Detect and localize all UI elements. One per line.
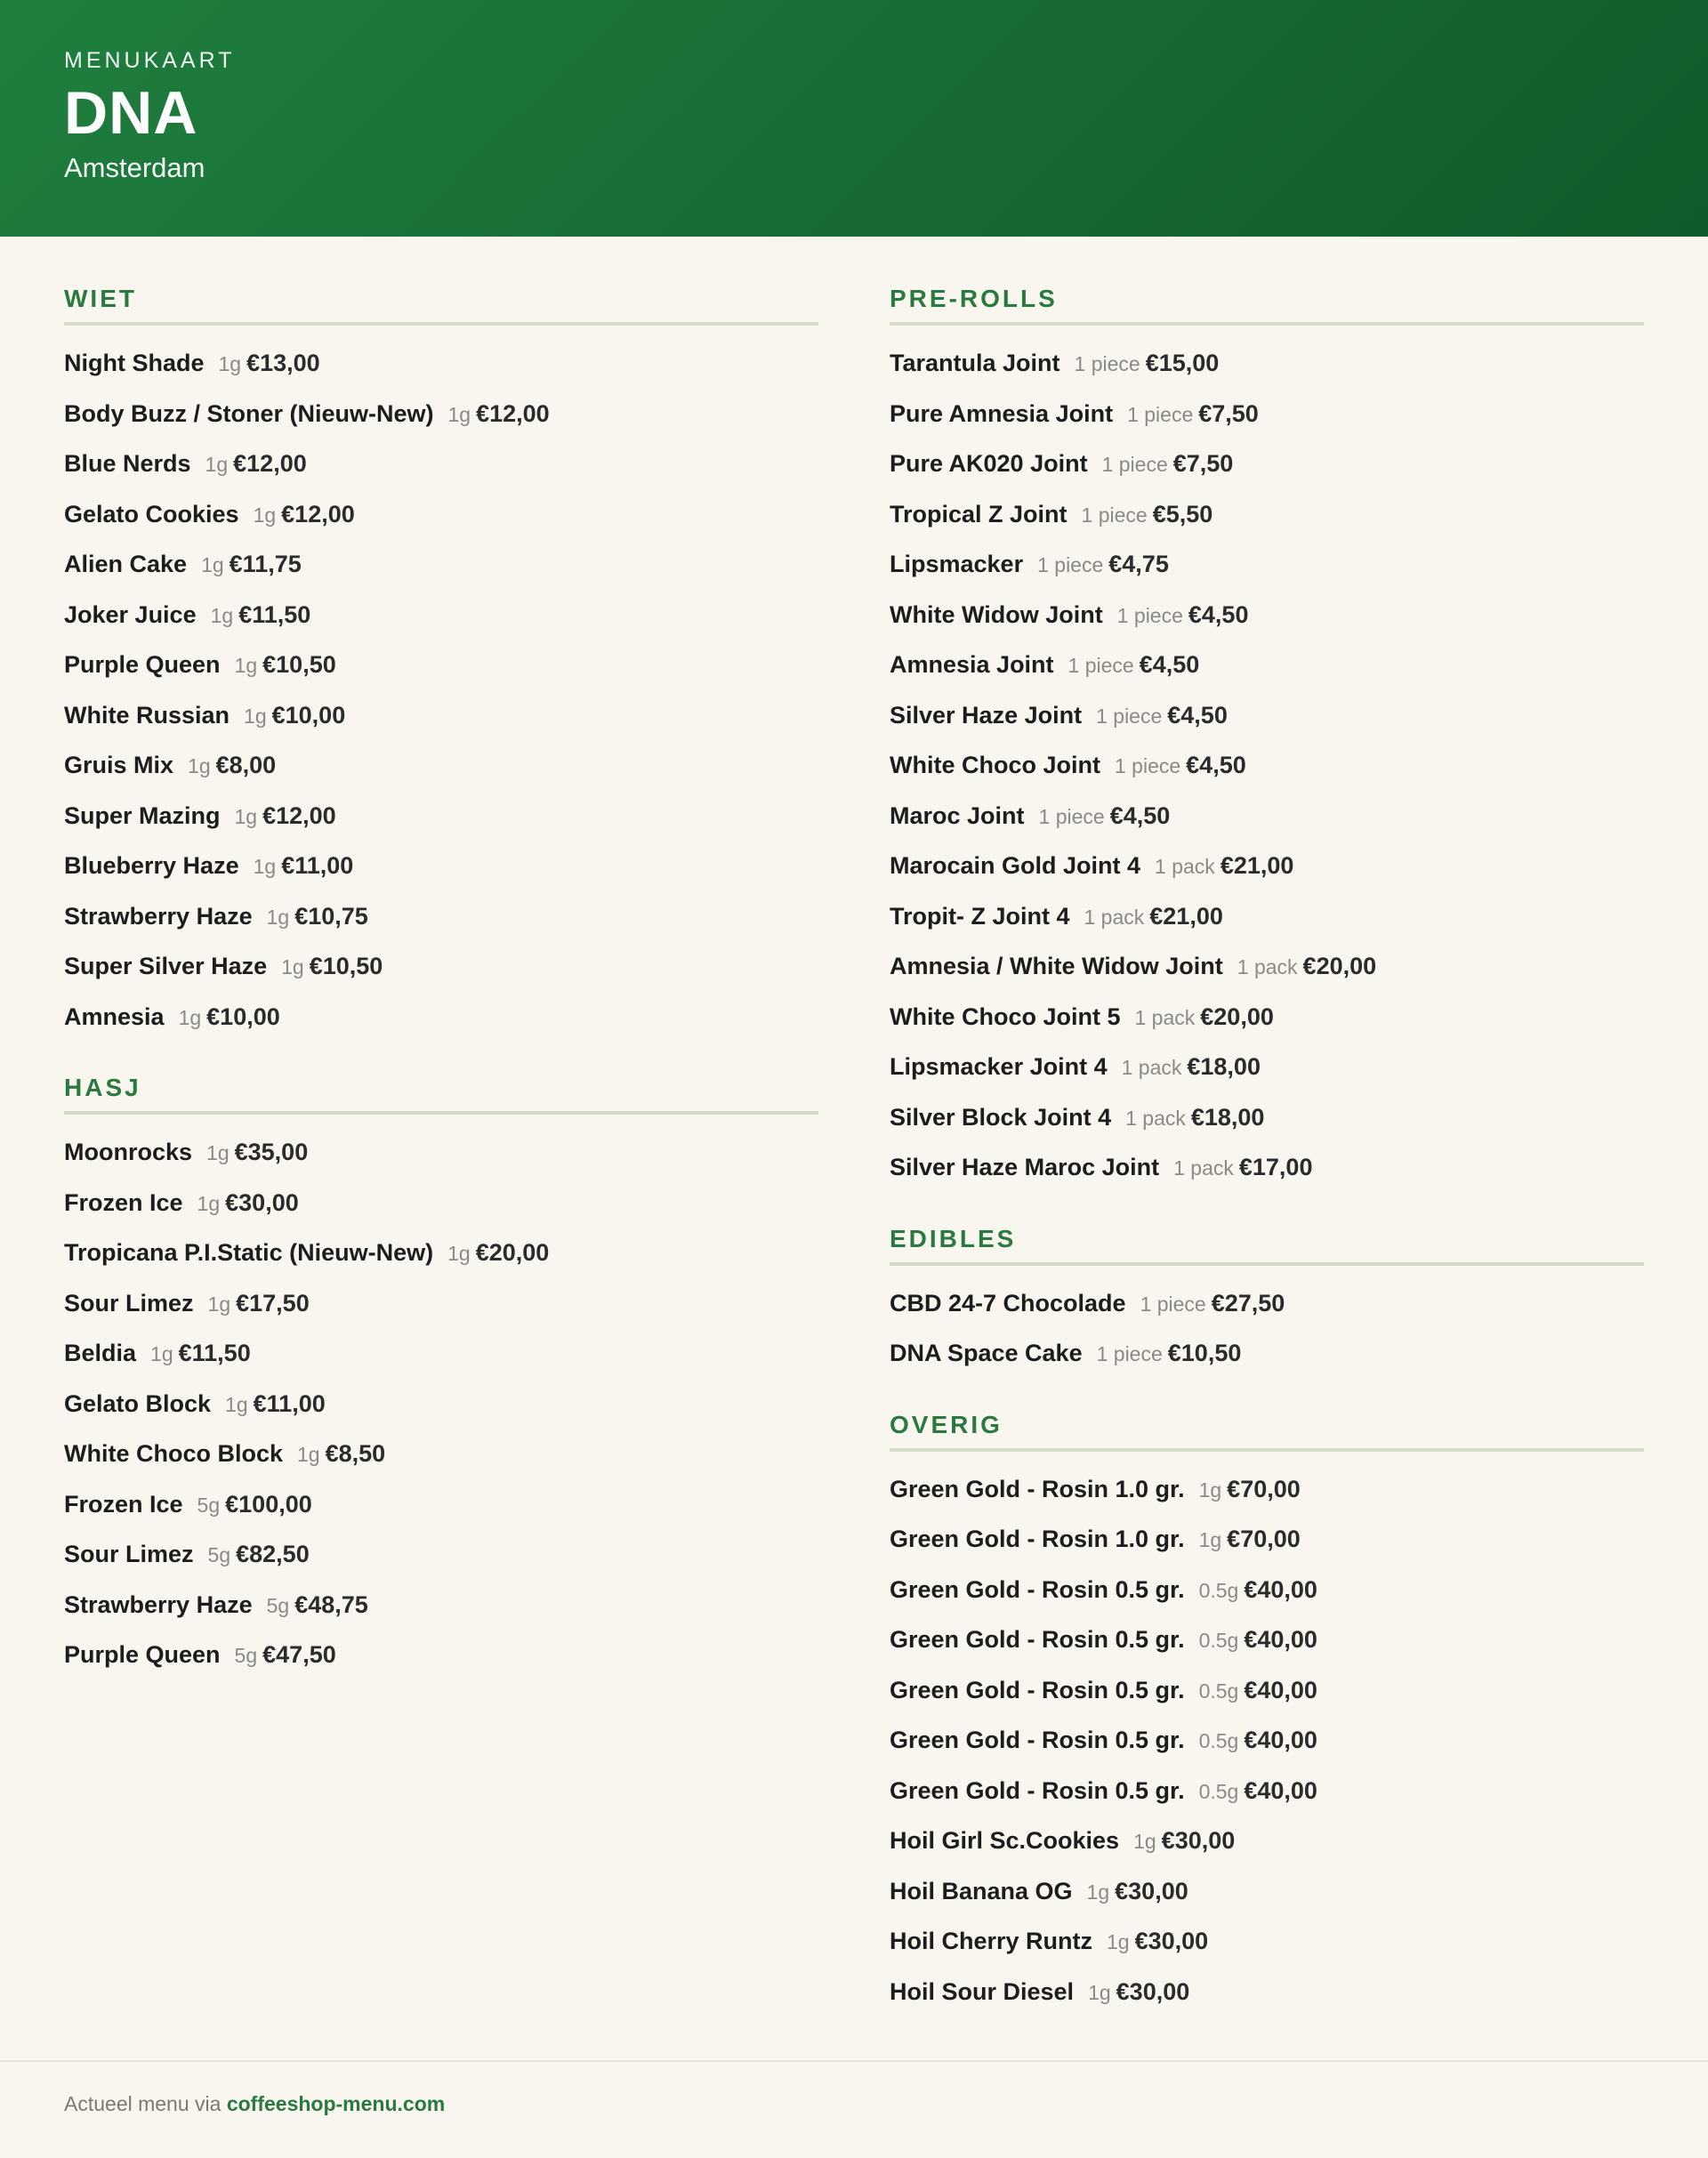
menu-item (64, 640, 818, 690)
item-name: Beldia (64, 1340, 137, 1366)
menu-item (890, 992, 1644, 1043)
item-unit: 1g (447, 402, 471, 426)
item-unit: 1g (244, 704, 267, 728)
item-price: €11,75 (229, 551, 302, 577)
menu-item (64, 439, 818, 489)
menu-item (64, 338, 818, 389)
item-unit: 1g (234, 654, 258, 677)
item-name: White Choco Block (64, 1440, 284, 1467)
item-price: €4,75 (1108, 551, 1169, 577)
item-unit: 1g (1198, 1528, 1222, 1551)
item-price: €20,00 (1302, 953, 1377, 979)
menu-item (890, 539, 1644, 590)
item-name: Silver Haze Maroc Joint (890, 1154, 1160, 1180)
item-unit: 1g (218, 352, 242, 375)
item-price: €7,50 (1198, 399, 1259, 427)
item-unit: 1g (253, 503, 277, 527)
menu-item (890, 1464, 1644, 1515)
item-price: €8,50 (325, 1440, 386, 1467)
menu-item (64, 489, 818, 540)
item-name: Sour Limez (64, 1541, 194, 1567)
item-unit: 5g (266, 1593, 290, 1617)
menu-item (64, 1178, 818, 1228)
shop-city: Amsterdam (64, 152, 205, 183)
item-unit: 1 piece (1140, 1292, 1206, 1316)
menu-item (890, 1278, 1644, 1329)
item-price: €13,00 (246, 350, 320, 376)
item-unit: 1 pack (1125, 1106, 1186, 1130)
item-price: €21,00 (1149, 902, 1223, 930)
item-name: Green Gold - Rosin 0.5 gr. (890, 1727, 1185, 1753)
item-name: White Choco Joint (890, 752, 1100, 778)
item-name: Moonrocks (64, 1139, 193, 1165)
item-name: Super Silver Haze (64, 953, 268, 979)
item-name: Joker Juice (64, 600, 197, 628)
item-name: Purple Queen (64, 651, 221, 678)
menu-item (890, 1916, 1644, 1967)
shop-title: DNA (64, 79, 198, 147)
item-unit: 0.5g (1198, 1779, 1239, 1803)
menu-item (890, 590, 1644, 640)
item-price: €10,50 (1167, 1340, 1242, 1366)
menu-item (890, 640, 1644, 690)
item-price: €4,50 (1188, 600, 1249, 628)
item-unit: 1g (225, 1392, 248, 1416)
item-price: €4,50 (1139, 651, 1200, 678)
item-unit: 1g (210, 603, 234, 627)
item-price: €48,75 (294, 1590, 368, 1618)
item-unit: 1g (1133, 1830, 1156, 1853)
section-title: WIET (64, 285, 818, 326)
footer-link[interactable]: coffeeshop-menu.com (226, 2092, 446, 2115)
item-price: €15,00 (1145, 350, 1220, 376)
item-unit: 5g (207, 1543, 231, 1566)
item-name: Amnesia / White Widow Joint (890, 953, 1223, 979)
menu-item (890, 1766, 1644, 1816)
item-unit: 1g (447, 1242, 471, 1265)
section-title: EDIBLES (890, 1225, 1644, 1266)
menu-item (64, 1529, 818, 1580)
item-unit: 1g (253, 855, 277, 878)
item-name: Sour Limez (64, 1289, 194, 1317)
item-name: White Choco Joint 5 (890, 1003, 1121, 1030)
item-unit: 5g (197, 1493, 221, 1517)
item-unit: 1g (297, 1443, 320, 1466)
item-unit: 1 piece (1081, 503, 1148, 527)
item-unit: 1 pack (1121, 1056, 1182, 1079)
item-unit: 1 piece (1127, 402, 1194, 426)
menu-item (890, 841, 1644, 891)
item-price: €11,00 (281, 852, 354, 879)
item-name: Hoil Girl Sc.Cookies (890, 1827, 1120, 1854)
item-name: Body Buzz / Stoner (Nieuw-New) (64, 399, 434, 427)
menu-section (64, 285, 818, 1042)
item-unit: 1g (266, 905, 290, 929)
menu-item (64, 539, 818, 590)
menu-item (890, 791, 1644, 841)
item-price: €18,00 (1190, 1103, 1265, 1131)
menu-item (64, 841, 818, 891)
menu-item (890, 1092, 1644, 1143)
menu-item (64, 1580, 818, 1631)
item-price: €11,00 (253, 1389, 326, 1417)
item-name: Pure AK020 Joint (890, 450, 1088, 477)
item-name: CBD 24-7 Chocolade (890, 1289, 1126, 1317)
item-price: €7,50 (1172, 450, 1234, 477)
item-unit: 1g (1107, 1930, 1130, 1953)
item-price: €40,00 (1244, 1676, 1317, 1703)
item-unit: 1g (188, 754, 211, 777)
item-price: €40,00 (1244, 1575, 1317, 1603)
item-name: White Russian (64, 701, 230, 729)
item-price: €35,00 (234, 1139, 309, 1165)
item-price: €30,00 (1134, 1928, 1209, 1954)
item-name: Green Gold - Rosin 0.5 gr. (890, 1626, 1185, 1653)
item-name: Tropical Z Joint (890, 500, 1068, 527)
item-name: Super Mazing (64, 801, 221, 829)
section-title: HASJ (64, 1074, 818, 1115)
menu-item (890, 1866, 1644, 1917)
menu-item (890, 740, 1644, 791)
item-name: Lipsmacker Joint 4 (890, 1053, 1108, 1080)
item-name: Gelato Block (64, 1389, 212, 1417)
item-price: €70,00 (1227, 1526, 1301, 1552)
item-price: €10,75 (294, 902, 368, 930)
menu-item (890, 690, 1644, 741)
item-unit: 1 pack (1155, 855, 1215, 878)
menu-item (890, 1665, 1644, 1716)
item-unit: 5g (234, 1644, 258, 1667)
item-price: €30,00 (1116, 1977, 1190, 2005)
item-unit: 1 piece (1096, 704, 1163, 728)
item-price: €20,00 (475, 1239, 550, 1266)
item-name: Strawberry Haze (64, 902, 253, 930)
item-unit: 1 pack (1173, 1156, 1234, 1180)
menu-item (64, 1127, 818, 1178)
menu-content (0, 237, 1708, 2060)
item-price: €12,00 (262, 801, 336, 829)
item-price: €8,00 (215, 752, 277, 778)
item-name: Hoil Cherry Runtz (890, 1928, 1093, 1954)
menu-item (64, 690, 818, 741)
item-unit: 1g (207, 1292, 231, 1316)
item-price: €10,50 (262, 651, 336, 678)
item-unit: 1 piece (1116, 603, 1183, 627)
item-name: Purple Queen (64, 1641, 221, 1668)
item-price: €4,50 (1186, 752, 1246, 778)
item-name: Green Gold - Rosin 0.5 gr. (890, 1776, 1185, 1804)
item-name: Blue Nerds (64, 450, 191, 477)
item-unit: 1g (150, 1342, 173, 1365)
item-name: Gruis Mix (64, 752, 174, 778)
item-unit: 1g (205, 453, 229, 476)
item-name: Tropit- Z Joint 4 (890, 902, 1070, 930)
item-name: Night Shade (64, 350, 205, 376)
item-name: Pure Amnesia Joint (890, 399, 1114, 427)
left-column (64, 285, 818, 1712)
item-name: Blueberry Haze (64, 852, 239, 879)
item-unit: 0.5g (1198, 1679, 1239, 1703)
item-unit: 0.5g (1198, 1729, 1239, 1752)
item-price: €47,50 (262, 1641, 336, 1668)
item-unit: 1g (197, 1191, 221, 1215)
item-name: Tarantula Joint (890, 350, 1060, 376)
menu-item (64, 1328, 818, 1379)
item-unit: 1g (201, 553, 224, 576)
menu-item (64, 941, 818, 992)
menu-item (890, 1042, 1644, 1092)
menu-item (890, 941, 1644, 992)
menu-item (64, 740, 818, 791)
menu-item (890, 1328, 1644, 1379)
item-price: €27,50 (1211, 1289, 1285, 1317)
item-price: €100,00 (225, 1490, 312, 1518)
item-price: €40,00 (1244, 1776, 1317, 1804)
menu-item (64, 992, 818, 1043)
item-price: €40,00 (1244, 1626, 1317, 1653)
item-name: Green Gold - Rosin 0.5 gr. (890, 1676, 1185, 1703)
item-unit: 1g (1088, 1980, 1111, 2004)
menu-section (890, 1225, 1644, 1379)
item-price: €18,00 (1187, 1053, 1261, 1080)
item-price: €17,00 (1238, 1154, 1313, 1180)
section-title: PRE-ROLLS (890, 285, 1644, 326)
item-unit: 0.5g (1198, 1629, 1239, 1652)
item-price: €11,50 (238, 600, 311, 628)
footer-prefix: Actueel menu via (64, 2092, 222, 2115)
item-unit: 1g (234, 804, 258, 828)
item-price: €30,00 (1115, 1877, 1188, 1904)
menu-item (64, 791, 818, 841)
item-unit: 1 piece (1037, 553, 1104, 576)
menu-section (64, 1074, 818, 1680)
menu-item (890, 1715, 1644, 1766)
item-name: Tropicana P.I.Static (Nieuw-New) (64, 1239, 434, 1266)
menu-item (890, 891, 1644, 942)
menu-section (890, 1411, 1644, 2017)
item-name: Strawberry Haze (64, 1590, 253, 1618)
item-name: Amnesia Joint (890, 651, 1054, 678)
menu-item (64, 1429, 818, 1479)
menu-item (64, 1479, 818, 1530)
right-column (890, 285, 1644, 2049)
menu-item (890, 1967, 1644, 2017)
menu-item (890, 1514, 1644, 1565)
menu-item (890, 489, 1644, 540)
menu-item (64, 590, 818, 640)
menu-item (890, 1565, 1644, 1615)
item-price: €30,00 (225, 1188, 299, 1216)
item-unit: 1 pack (1134, 1005, 1196, 1029)
item-unit: 1 piece (1114, 754, 1181, 777)
item-unit: 0.5g (1198, 1578, 1239, 1602)
item-unit: 1 piece (1038, 804, 1105, 828)
item-price: €20,00 (1200, 1003, 1274, 1030)
menu-item (64, 1379, 818, 1429)
item-price: €12,00 (476, 399, 550, 427)
item-unit: 1g (281, 955, 304, 978)
item-name: Green Gold - Rosin 1.0 gr. (890, 1475, 1185, 1502)
item-price: €82,50 (236, 1541, 310, 1567)
item-price: €70,00 (1227, 1475, 1301, 1502)
item-price: €17,50 (236, 1289, 310, 1317)
item-price: €30,00 (1161, 1827, 1236, 1854)
item-name: Marocain Gold Joint 4 (890, 852, 1141, 879)
item-price: €40,00 (1244, 1727, 1317, 1753)
item-price: €10,00 (206, 1003, 280, 1030)
item-unit: 1g (1086, 1880, 1110, 1904)
item-unit: 1g (178, 1005, 202, 1029)
item-name: Maroc Joint (890, 801, 1025, 829)
menu-item (890, 1614, 1644, 1665)
item-price: €4,50 (1109, 801, 1171, 829)
menu-header (0, 0, 1708, 237)
menu-section (890, 285, 1644, 1193)
menu-item (890, 439, 1644, 489)
item-name: Hoil Sour Diesel (890, 1977, 1075, 2005)
item-price: €10,50 (309, 953, 383, 979)
menu-item (64, 1278, 818, 1329)
item-price: €10,00 (271, 701, 346, 729)
item-unit: 1g (206, 1141, 230, 1164)
menu-item (64, 1630, 818, 1680)
menu-item (64, 891, 818, 942)
item-name: Hoil Banana OG (890, 1877, 1073, 1904)
item-name: White Widow Joint (890, 600, 1103, 628)
item-name: DNA Space Cake (890, 1340, 1083, 1366)
menu-item (890, 1816, 1644, 1866)
item-name: Green Gold - Rosin 1.0 gr. (890, 1526, 1185, 1552)
item-unit: 1 piece (1074, 352, 1140, 375)
item-name: Silver Haze Joint (890, 701, 1083, 729)
item-unit: 1 pack (1237, 955, 1298, 978)
item-unit: 1 piece (1096, 1342, 1163, 1365)
item-name: Frozen Ice (64, 1188, 183, 1216)
menu-item (890, 1142, 1644, 1193)
item-name: Amnesia (64, 1003, 165, 1030)
item-name: Frozen Ice (64, 1490, 183, 1518)
footer (0, 2060, 1708, 2158)
item-unit: 1 pack (1084, 905, 1145, 929)
item-name: Gelato Cookies (64, 500, 239, 527)
item-price: €11,50 (178, 1340, 251, 1366)
menu-item (890, 338, 1644, 389)
menu-item (890, 389, 1644, 439)
item-price: €4,50 (1167, 701, 1228, 729)
section-title: OVERIG (890, 1411, 1644, 1452)
item-unit: 1g (1198, 1478, 1222, 1502)
item-unit: 1 piece (1101, 453, 1168, 476)
item-name: Alien Cake (64, 551, 188, 577)
item-price: €5,50 (1152, 500, 1213, 527)
item-name: Silver Block Joint 4 (890, 1103, 1112, 1131)
item-unit: 1 piece (1068, 654, 1134, 677)
menu-item (64, 389, 818, 439)
menu-kicker: MENUKAART (64, 48, 236, 73)
item-price: €21,00 (1220, 852, 1294, 879)
item-name: Green Gold - Rosin 0.5 gr. (890, 1575, 1185, 1603)
item-price: €12,00 (281, 500, 355, 527)
item-name: Lipsmacker (890, 551, 1024, 577)
item-price: €12,00 (233, 450, 307, 477)
menu-item (64, 1228, 818, 1278)
